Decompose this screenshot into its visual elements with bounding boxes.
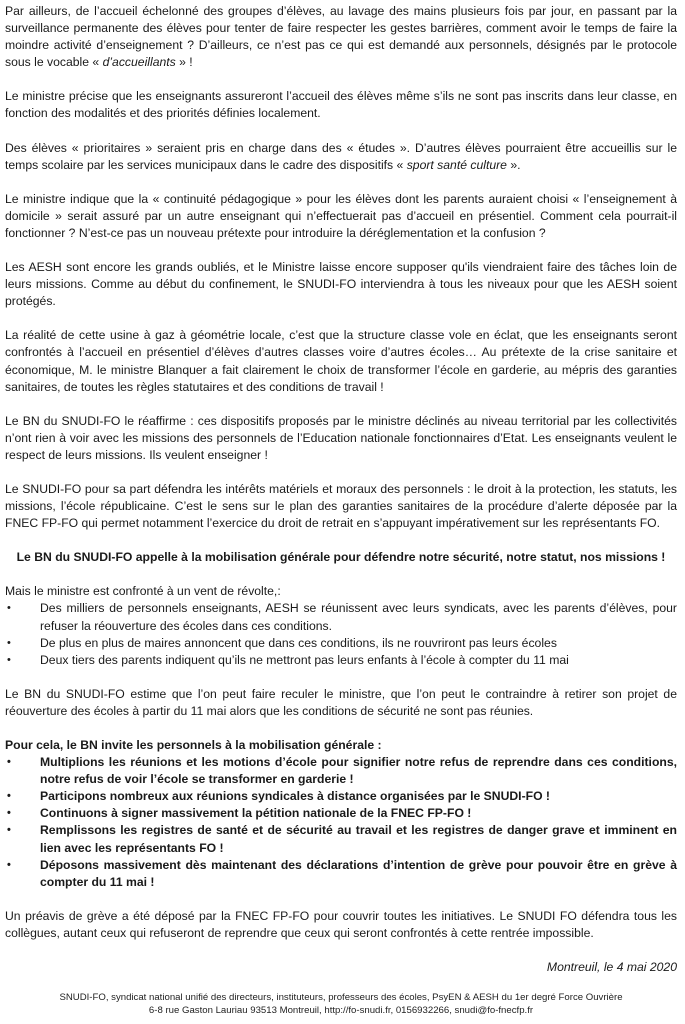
paragraph-aesh: Les AESH sont encore les grands oubliés, et le Ministre laisse encore supposer qu'ils viendraient faire des tâches loin de leurs missions. Comme au début du confinement, le SNUDI-FO interviendra à tous les niveaux pour que les AESH soient protégés. (5, 260, 677, 309)
footer-org-line: SNUDI-FO, syndicat national unifié des directeurs, instituteurs, professeurs des écoles, PsyEN & AESH du 1er degré Force Ouvrière (59, 992, 623, 1004)
paragraph-realite: La réalité de cette usine à gaz à géométrie locale, c’est que la structure classe vole en éclat, que les enseignants seront confrontés à l’accueil en présentiel d’élèves d’autres classes voire d’autres écoles… Au prétexte de la crise sanitaire et économique, M. le ministre Blanquer a fait clairement le choix de transformer l’école en garderie, au mépris des garanties sanitaires, de toutes les règles statutaires et des conditions de travail ! (5, 328, 677, 394)
bullet-text: Multiplions les réunions et les motions d’école pour signifier notre refus de reprendre dans ces conditions, notre refus de voir l’école se transformer en garderie ! (40, 755, 677, 787)
bullet-text: Déposons massivement dès maintenant des déclarations d’intention de grève pour pouvoir être en grève à compter du 11 mai ! (40, 857, 677, 889)
bullet-icon: • (7, 824, 11, 837)
bullet-text: Des milliers de personnels enseignants, AESH se réunissent avec leurs syndicats, avec les parents d’élèves, pour refuser la réouverture des écoles dans ces conditions. (40, 601, 677, 633)
document-page (5, 3, 677, 1017)
paragraph-preavis: Un préavis de grève a été déposé par la FNEC FP-FO pour couvrir toutes les initiatives. Le SNUDI FO défendra tous les collègues, autant ceux qui refuseront de reprendre que ceux qui seront confrontés à cette rentrée impossible. (5, 908, 677, 940)
paragraph-enseignants: Le ministre précise que les enseignants assureront l’accueil des élèves même s’ils ne sont pas inscrits dans leur classe, en fonction des modalités et des priorités définies localement. (5, 89, 677, 121)
bullet-icon: • (7, 636, 11, 649)
revolt-lead: Mais le ministre est confronté à un vent de révolte,: (5, 584, 281, 599)
bullet-text: Remplissons les registres de santé et de sécurité au travail et les registres de danger grave et imminent en lien avec les représentants FO ! (40, 823, 677, 855)
bullet-text: Deux tiers des parents indiquent qu’ils ne mettront pas leurs enfants à l’école à compter du 11 mai (40, 652, 569, 667)
emphasis-text: d’accueillants (102, 55, 176, 70)
bullet-icon: • (7, 653, 11, 666)
bullet-item (5, 805, 677, 822)
bullet-icon: • (7, 807, 11, 820)
emphasis-text: sport santé culture (406, 157, 507, 172)
bullet-item (5, 754, 677, 788)
bullet-item (5, 822, 677, 856)
bullet-icon: • (7, 756, 11, 769)
bullet-item (5, 635, 677, 652)
paragraph-text: Des élèves « prioritaires » seraient pris en charge dans des « études ». D’autres élèves pourraient être accueillis sur le temps scolaire par les services municipaux dans le cadre des dispositifs « (5, 140, 677, 172)
bullet-icon: • (7, 858, 11, 871)
bullet-icon: • (7, 602, 11, 615)
bullet-text: De plus en plus de maires annoncent que dans ces conditions, ils ne rouvriront pas leurs écoles (40, 635, 557, 650)
paragraph-defense: Le SNUDI-FO pour sa part défendra les intérêts matériels et moraux des personnels : le droit à la protection, les statuts, les missions, l’école républicaine. C’est le sens sur le plan des garanties sanitaires de la procédure d’alerte déposée par la FNEC FP-FO qui permet notamment l’exercice du droit de retrait en s’appuyant impérativement sur les représentants FO. (5, 481, 677, 531)
appeal-heading: Le BN du SNUDI-FO appelle à la mobilisation générale pour défendre notre sécurité, notre statut, nos missions ! (16, 550, 666, 565)
action-bullet-list (5, 754, 677, 891)
footer (5, 991, 677, 1017)
paragraph-reaffirme: Le BN du SNUDI-FO le réaffirme : ces dispositifs proposés par le ministre déclinés au niveau territorial par les collectivités n’ont rien à voir avec les missions des personnels de l’Education nationale fonctionnaires d’Etat. Les enseignants veulent le respect de leurs missions. Ils veulent enseigner ! (5, 413, 677, 462)
paragraph-prioritaires (5, 140, 677, 174)
bullet-item (5, 857, 677, 891)
bullet-text: Participons nombreux aux réunions syndicales à distance organisées par le SNUDI-FO ! (40, 789, 550, 804)
paragraph-continuite: Le ministre indique que la « continuité pédagogique » pour les élèves dont les parents auraient choisi « l’enseignement à domicile » serait assuré par un autre enseignant qui n’effectuerait pas d’accueil en présentiel. Comment cela pourrait-il fonctionner ? N’est-ce pas un nouveau prétexte pour introduire la déréglementation et la confusion ? (5, 191, 677, 240)
paragraph-text: ». (506, 157, 521, 172)
revolt-bullet-list (5, 600, 677, 668)
paragraph-reculer: Le BN du SNUDI-FO estime que l’on peut faire reculer le ministre, que l’on peut le contraindre à retirer son projet de réouverture des écoles à partir du 11 mai alors que les conditions de sécurité ne sont pas réunies. (5, 686, 677, 718)
paragraph-text: Par ailleurs, de l’accueil échelonné des groupes d’élèves, au lavage des mains plusieurs fois par jour, en passant par la surveillance permanente des élèves pour tenter de faire respecter les gestes barrières, comment avoir le temps de faire la moindre activité d’enseignement ? D’ailleurs, ce n’est pas ce qui est demandé aux personnels, désignés par le protocole sous le vocable « (5, 4, 677, 70)
paragraph-accueil (5, 3, 677, 71)
bullet-item (5, 788, 677, 805)
bullet-text: Continuons à signer massivement la pétition nationale de la FNEC FP-FO ! (40, 806, 472, 821)
paragraph-text: » ! (175, 55, 193, 70)
bullet-item (5, 600, 677, 634)
bullet-icon: • (7, 790, 11, 803)
bullet-item (5, 652, 677, 669)
signature-date: Montreuil, le 4 mai 2020 (546, 960, 677, 975)
footer-contact-line: 6-8 rue Gaston Lauriau 93513 Montreuil, http://fo-snudi.fr, 0156932266, snudi@fo-fnecfp.fr (148, 1005, 534, 1017)
mobilisation-lead: Pour cela, le BN invite les personnels à la mobilisation générale : (5, 738, 382, 752)
